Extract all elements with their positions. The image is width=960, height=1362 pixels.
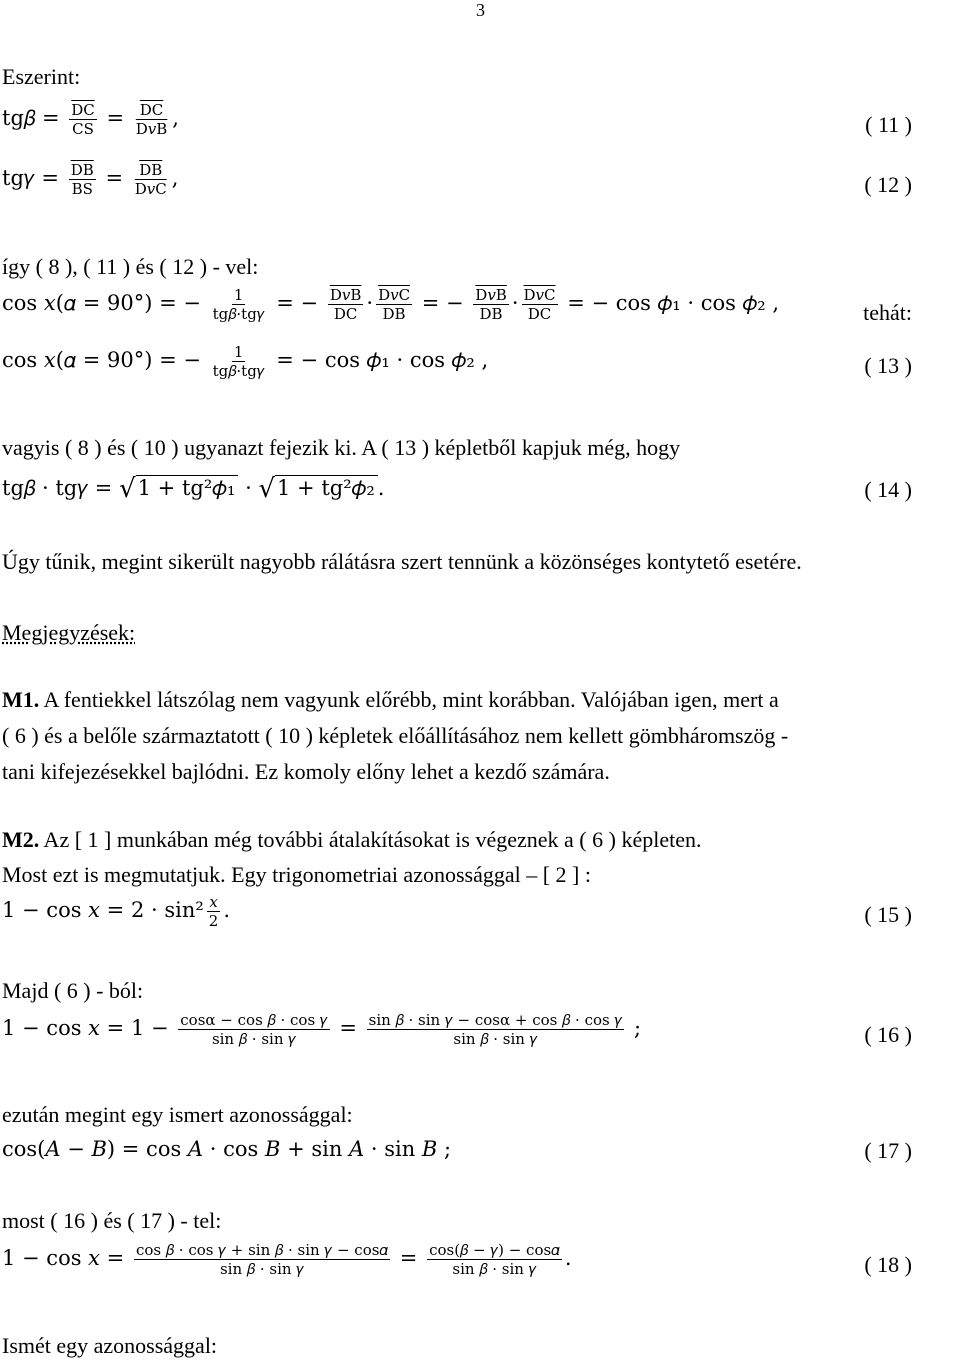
text-eszerint: Eszerint: [2, 64, 81, 89]
formula-cos-x-expanded: cos 𝑥(𝛼 = 90°) = − $\frac{1}{\text{tg𝛽·tg𝛾}}$ = − $\frac{\text{D𝑣B}}{DC}$ · $\frac{\text{D𝑣C}}{DB}$ = − $\frac{\text{D𝑣B}}{DB}$ · $\frac{\text{D𝑣C}}{DC}$ = − cos 𝜙₁ · cos 𝜙₂ , [2, 286, 780, 323]
note-m2-line1: M2. Az [ 1 ] munkában még további átalakításokat is végeznek a ( 6 ) képleten. [2, 827, 702, 852]
text-ezutan: ezután megint egy ismert azonossággal: [2, 1102, 353, 1127]
equation-number-11: ( 11 ) [865, 112, 912, 137]
note-m1-line2: ( 6 ) és a belőle származtatott ( 10 ) képletek előállításához nem kellett gömbháromszög - [2, 723, 789, 748]
formula-14: tg𝛽 · tg𝛾 = √1 + tg²𝜙₁ · √1 + tg²𝜙₂ . [2, 474, 385, 504]
equation-number-16: ( 16 ) [864, 1022, 912, 1047]
formula-11: tg𝛽 = $\frac{\overline{DC}}{CS}$ = $\frac{\overline{DC}}{\text{D𝑣B}}$ , [2, 101, 179, 138]
text-majd: Majd ( 6 ) - ból: [2, 978, 144, 1003]
text-ugy-tunik: Úgy tűnik, megint sikerült nagyobb rálátásra szert tennünk a közönséges kontytető esetére. [2, 549, 802, 574]
equation-number-15: ( 15 ) [864, 902, 912, 927]
heading-megjegyzesek: Megjegyzések: [2, 620, 136, 645]
formula-18: 1 − cos 𝑥 = $\frac{\text{cos 𝛽 · cos 𝛾 + sin 𝛽 · sin 𝛾 − cos𝛼}}{\text{sin 𝛽 · sin 𝛾}}$ = $\frac{\text{cos(𝛽 − 𝛾) − cos𝛼}}{\text{sin 𝛽 · sin 𝛾}}$ . [2, 1241, 572, 1278]
formula-13: cos 𝑥(𝛼 = 90°) = − $\frac{1}{\text{tg𝛽·tg𝛾}}$ = − cos 𝜙₁ · cos 𝜙₂ , [2, 343, 489, 380]
equation-number-12: ( 12 ) [864, 172, 912, 197]
text-tehat: tehát: [863, 300, 912, 325]
text-vagyis: vagyis ( 8 ) és ( 10 ) ugyanazt fejezik ki. A ( 13 ) képletből kapjuk még, hogy [2, 435, 681, 460]
note-m2-line2: Most ezt is megmutatjuk. Egy trigonometriai azonossággal – [ 2 ] : [2, 862, 591, 887]
formula-16: 1 − cos 𝑥 = 1 − $\frac{\text{cosα − cos 𝛽 · cos 𝛾}}{\text{sin 𝛽 · sin 𝛾}}$ = $\frac{\text{sin 𝛽 · sin 𝛾 − cosα + cos 𝛽 · cos 𝛾}}{\text{sin 𝛽 · sin 𝛾}}$ ; [2, 1011, 642, 1048]
note-m1-label: M1. [2, 687, 40, 712]
formula-17: cos(𝐴 − 𝐵) = cos 𝐴 · cos 𝐵 + sin 𝐴 · sin 𝐵 ; [2, 1137, 452, 1161]
equation-number-17: ( 17 ) [864, 1138, 912, 1163]
note-m2-label: M2. [2, 827, 40, 852]
formula-15: 1 − cos 𝑥 = 2 · sin² $\frac{\text{𝑥}}{2}$ . [2, 893, 231, 930]
equation-number-18: ( 18 ) [864, 1252, 912, 1277]
equation-number-13: ( 13 ) [864, 353, 912, 378]
text-igy: így ( 8 ), ( 11 ) és ( 12 ) - vel: [2, 254, 259, 279]
note-m1-line3: tani kifejezésekkel bajlódni. Ez komoly előny lehet a kezdő számára. [2, 759, 610, 784]
equation-number-14: ( 14 ) [864, 477, 912, 502]
page-number: 3 [476, 0, 485, 20]
formula-12: tg𝛾 = $\frac{\overline{DB}}{BS}$ = $\frac{\overline{DB}}{\text{D𝑣C}}$ , [2, 161, 179, 198]
text-most: most ( 16 ) és ( 17 ) - tel: [2, 1208, 222, 1233]
text-ismet: Ismét egy azonossággal: [2, 1333, 218, 1358]
note-m1-line1: M1. A fentiekkel látszólag nem vagyunk előrébb, mint korábban. Valójában igen, mert a [2, 687, 779, 712]
